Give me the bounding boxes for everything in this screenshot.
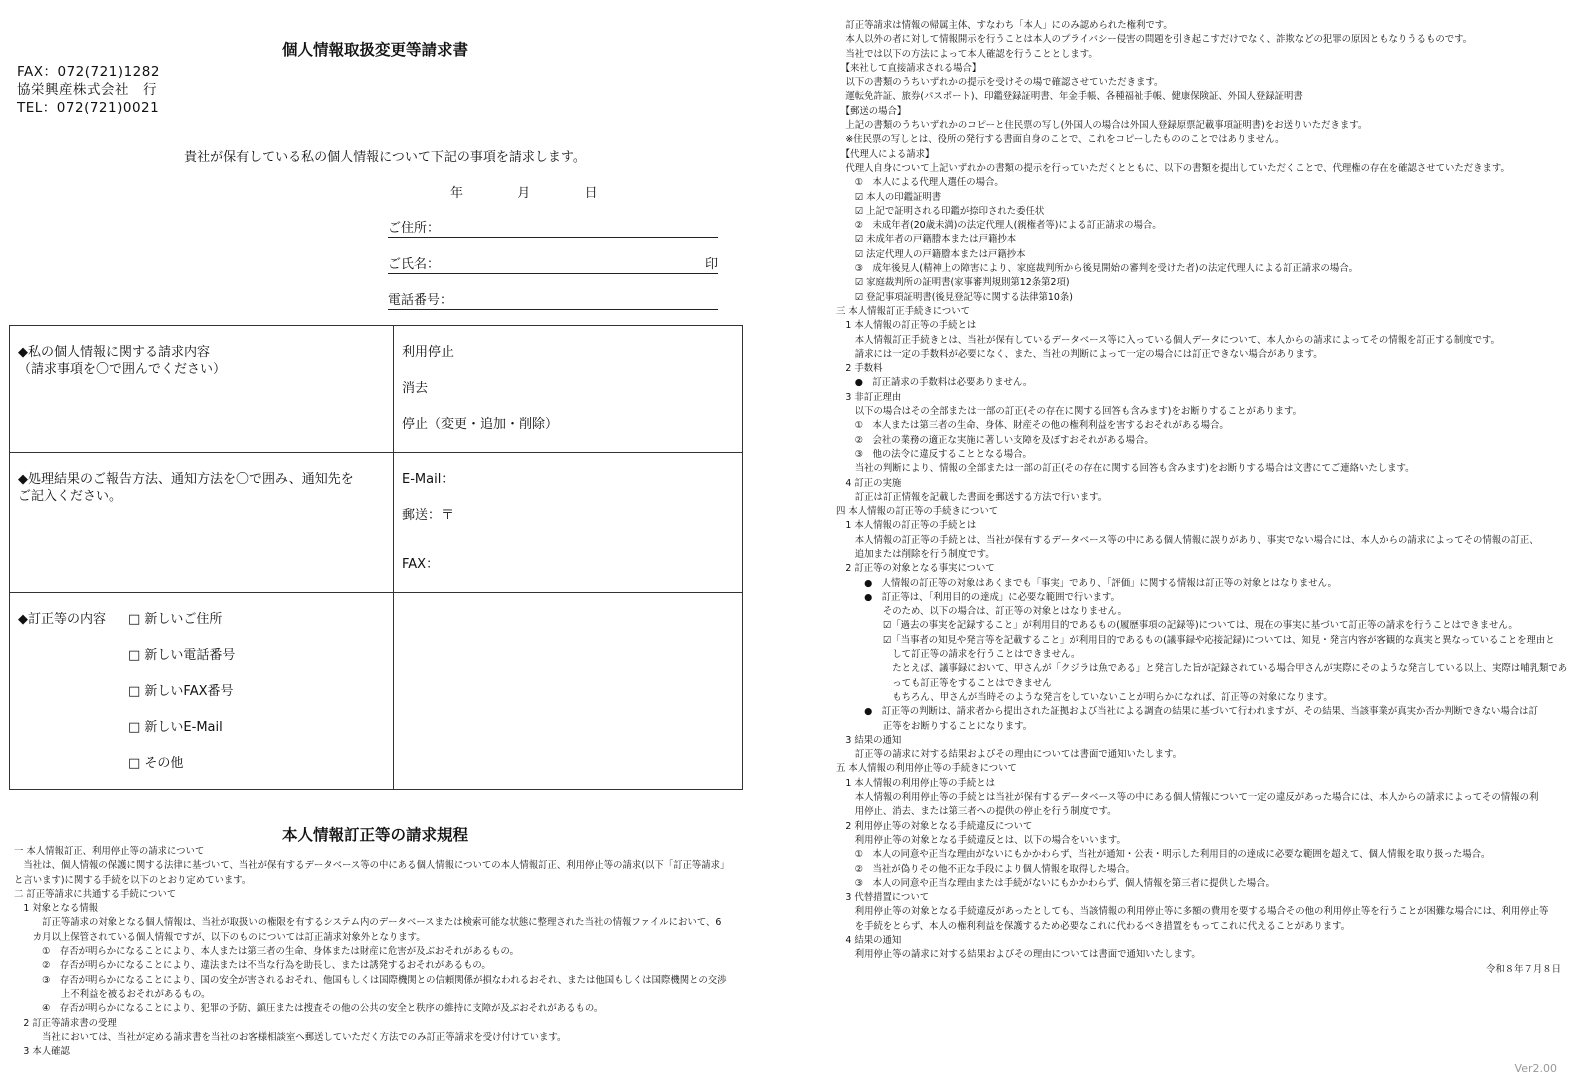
reg-line: 3 本人確認: [14, 1046, 70, 1058]
reg-line: っても訂正等をすることはできません: [836, 677, 1052, 689]
reg-line: ② 存否が明らかになることにより、違法または不当な行為を助長し、または誘発するおそれがあるもの。: [14, 960, 491, 972]
reg-line: ② 当社が偽りその他不正な手段により個人情報を取得した場合。: [836, 863, 1136, 875]
reg-line: 訂正等請求は情報の帰属主体、すなわち「本人」にのみ認められた権利です。: [836, 20, 1173, 31]
regulations-right-column: [836, 19, 1568, 977]
reg-line: 本人以外の者に対して情報開示を行うことは本人のプライバシー侵害の問題を引き起こすだけでなく、詐欺などの犯罪の原因ともなりうるものです。: [836, 34, 1473, 46]
reg-line: 3 代替措置について: [836, 892, 930, 904]
request-content-label: [10, 326, 394, 453]
reg-line: 本人情報の訂正等の手続とは、当社が保有するデータベース等の中にある個人情報に誤りがあり、事実でない場合には、本人からの請求によってその情報の訂正、: [836, 534, 1539, 546]
reg-line: 1 本人情報の利用停止等の手続とは: [836, 777, 995, 789]
reg-line: ● 訂正等は、「利用目的の達成」に必要な範囲で行います。: [836, 591, 1120, 603]
reg-line: ☑ 家庭裁判所の証明書(家事審判規則第12条第2項): [836, 277, 1070, 289]
date-month: 月: [517, 186, 531, 201]
reg-line: 追加または削除を行う制度です。: [836, 548, 995, 560]
check-other[interactable]: □ その他: [128, 756, 184, 771]
reg-line: ① 存否が明らかになることにより、本人または第三者の生命、身体または財産に危害が及ぶおそれがあるもの。: [14, 946, 519, 958]
reg-line: 1 本人情報の訂正等の手続とは: [836, 520, 977, 532]
reg-line: 当社では以下の方法によって本人確認を行うこととします。: [836, 48, 1098, 60]
reg-line: ③ 他の法令に違反することとなる場合。: [836, 448, 1032, 460]
reg-line: 用停止、消去、または第三者への提供の停止を行う制度です。: [836, 806, 1117, 818]
correction-detail-cell[interactable]: [394, 593, 743, 790]
reg-line: 請求には一定の手数料が必要になく、また、当社の判断によって一定の場合には訂正できない場合があります。: [836, 348, 1323, 360]
reg-line: ① 本人による代理人選任の場合。: [836, 177, 1004, 189]
reg-line: 1 本人情報の訂正等の手続とは: [836, 320, 977, 332]
reg-line: 2 手数料: [836, 363, 883, 375]
option-delete[interactable]: 消去: [402, 381, 429, 396]
request-table: [9, 325, 743, 790]
reg-line: 以下の書類のうちいずれかの提示を受けその場で確認させていただきます。: [836, 77, 1164, 89]
reg-line: 上不利益を被るおそれがあるもの。: [14, 988, 211, 1000]
reg-line: ☑ 登記事項証明書(後見登記等に関する法律第10条): [836, 291, 1073, 303]
notify-post[interactable]: 郵送：〒: [402, 508, 455, 523]
reg-line: 当社の判断により、情報の全部または一部の訂正(その存在に関する回答も含みます)をお断りする場合は文書にてご連絡いたします。: [836, 463, 1415, 475]
notify-method-title: ◆処理結果のご報告方法、通知方法を〇で囲み、通知先を: [18, 472, 354, 487]
check-new-phone[interactable]: □ 新しい電話番号: [128, 648, 236, 663]
reg-line: ☑ 法定代理人の戸籍謄本または戸籍抄本: [836, 248, 1026, 260]
reg-line: ③ 成年後見人(精神上の障害により、家庭裁判所から後見開始の審判を受けた者)の法定代理人による訂正請求の場合。: [836, 263, 1358, 275]
reg-line: 一 本人情報訂正、利用停止等の請求について: [14, 846, 205, 857]
reg-line: 3 非訂正理由: [836, 391, 902, 403]
regulations-date: 令和８年７月８日: [1485, 963, 1561, 975]
reg-line: もちろん、甲さんが当時そのような発言をしていないことが明らかになれば、訂正等の対象になります。: [836, 691, 1333, 703]
reg-line: 【来社して直接請求される場合】: [836, 62, 982, 74]
regulations-title: 本人情報訂正等の請求規程: [281, 826, 468, 844]
phone-field[interactable]: [388, 289, 718, 310]
fax-number: FAX：072(721)1282: [17, 64, 160, 80]
reg-line: ☑ 上記で証明される印鑑が捺印された委任状: [836, 205, 1045, 217]
reg-line: ① 本人または第三者の生命、身体、財産その他の権利利益を害するおそれがある場合。: [836, 420, 1229, 432]
phone-label: 電話番号：: [388, 293, 454, 308]
reg-line: ● 訂正等の判断は、請求者から提出された証拠および当社による調査の結果に基づいて行われますが、その結果、当該事業が真実か否か判断できない場合は訂: [836, 706, 1538, 718]
reg-line: 本人情報の利用停止等の手続とは当社が保有するデータベース等の中にある個人情報について一定の違反があった場合には、本人からの請求によってその情報の利: [836, 792, 1539, 804]
address-label: ご住所：: [388, 221, 441, 236]
reg-line: 正等をお断りすることになります。: [836, 720, 1033, 732]
reg-line: 四 本人情報の訂正等の手続きについて: [836, 506, 999, 518]
reg-line: 利用停止等の対象となる手続違反があったとしても、当該情報の利用停止等に多額の費用を要する場合その他の利用停止等を行うことが困難な場合には、利用停止等: [836, 906, 1549, 918]
reg-line: そのため、以下の場合は、訂正等の対象とはなりません。: [836, 606, 1127, 618]
correction-content-title: ◆訂正等の内容: [18, 612, 106, 627]
reg-line: ☑ 本人の印鑑証明書: [836, 191, 942, 203]
addressee: 協栄興産株式会社 行: [17, 82, 157, 98]
notify-email[interactable]: E-Mail：: [402, 472, 455, 487]
reg-line: ③ 本人の同意や正当な理由または手続がないにもかかわらず、個人情報を第三者に提供した場合。: [836, 877, 1275, 889]
reg-line: ● 訂正請求の手数料は必要ありません。: [836, 377, 1033, 389]
reg-line: 2 訂正等の対象となる事実について: [836, 563, 995, 575]
reg-line: 【代理人による請求】: [836, 148, 935, 160]
check-new-email[interactable]: □ 新しいE-Mail: [128, 720, 223, 735]
reg-line: を手続をとらず、本人の権利利益を保護するため必要なこれに代わるべき措置をもってこれに代えることがあります。: [836, 920, 1351, 932]
reg-line: ③ 存否が明らかになることにより、国の安全が害されるおそれ、他国もしくは国際機関との信頼関係が損なわれるおそれ、または他国もしくは国際機関との交渉: [14, 974, 727, 986]
reg-line: 訂正は訂正情報を記載した書面を郵送する方法で行います。: [836, 491, 1108, 503]
reg-line: 当社は、個人情報の保護に関する法律に基づいて、当社が保有するデータベース等の中にある個人情報についての本人情報訂正、利用停止等の請求(以下「訂正等請求」: [14, 860, 730, 872]
reg-line: 訂正等の請求に対する結果およびその理由については書面で通知いたします。: [836, 749, 1182, 761]
reg-line: 以下の場合はその全部または一部の訂正(その存在に関する回答も含みます)をお断りすることがあります。: [836, 406, 1302, 418]
notify-options[interactable]: [394, 453, 743, 593]
reg-line: と言います)に関する手続を以下のとおり定めています。: [14, 874, 252, 886]
reg-line: 訂正等請求の対象となる個人情報は、当社が取扱いの権限を有するシステム内のデータベースまたは検索可能な状態に整理された当社の情報ファイルにおいて、6: [14, 917, 722, 929]
reg-line: 4 結果の通知: [836, 935, 902, 946]
reg-line: ※住民票の写しとは、役所の発行する書面自身のことで、これをコピーしたもののことではありません。: [836, 134, 1285, 146]
reg-line: 運転免許証、旅券(パスポート)、印鑑登録証明書、年金手帳、各種福祉手帳、健康保険証、外国人登録証明書: [836, 91, 1303, 103]
notify-method-label: [10, 453, 394, 593]
reg-line: 三 本人情報訂正手続きについて: [836, 305, 971, 317]
seal-mark: 印: [704, 257, 718, 272]
reg-line: カ月以上保管されている個人情報ですが、以下のものについては訂正請求対象外となります。: [14, 931, 426, 943]
name-field[interactable]: [388, 253, 718, 274]
reg-line: ② 会社の業務の適正な実施に著しい支障を及ぼすおそれがある場合。: [836, 434, 1154, 446]
request-content-note: （請求事項を〇で囲んでください）: [18, 362, 227, 377]
address-field[interactable]: [388, 217, 718, 238]
notify-method-note: ご記入ください。: [18, 489, 123, 504]
form-title: 個人情報取扱変更等請求書: [281, 41, 468, 59]
reg-line: 上記の書類のうちいずれかのコピーと住民票の写し(外国人の場合は外国人登録原票記載事項証明書)をお送りいただきます。: [836, 120, 1368, 132]
reg-line: 当社においては、当社が定める請求書を当社のお客様相談室へ郵送していただく方法でのみ訂正等請求を受け付けています。: [14, 1031, 567, 1043]
date-year: 年: [450, 186, 464, 201]
reg-line: 利用停止等の請求に対する結果およびその理由については書面で通知いたします。: [836, 949, 1201, 961]
reg-line: ● 人情報の訂正等の対象はあくまでも「事実」であり、「評価」に関する情報は訂正等の対象とはなりません。: [836, 577, 1337, 589]
reg-line: ☑「当事者の知見や発言等を記載すること」が利用目的であるもの(議事録や応接記録)については、知見・発言内容が客観的な真実と異なっていることを理由と: [836, 634, 1555, 646]
option-stop-use[interactable]: 利用停止: [402, 345, 455, 360]
request-options[interactable]: [394, 326, 743, 453]
reg-line: 2 訂正等請求書の受理: [14, 1017, 117, 1029]
reg-line: ② 未成年者(20歳未満)の法定代理人(親権者等)による訂正請求の場合。: [836, 220, 1162, 232]
reg-line: ① 本人の同意や正当な理由がないにもかかわらず、当社が通知・公表・明示した利用目的の達成に必要な範囲を超えて、個人情報を取り扱った場合。: [836, 849, 1491, 861]
reg-line: 二 訂正等請求に共通する手続について: [14, 888, 177, 900]
tel-number: TEL：072(721)0021: [17, 100, 160, 116]
reg-line: 3 結果の通知: [836, 734, 902, 746]
correction-content-cell: [10, 593, 394, 790]
option-stop-change[interactable]: 停止（変更・追加・削除）: [402, 417, 559, 432]
request-content-title: ◆私の個人情報に関する請求内容: [18, 345, 210, 360]
reg-line: 利用停止等の対象となる手続違反とは、以下の場合をいいます。: [836, 834, 1126, 846]
reg-line: 4 訂正の実施: [836, 477, 902, 489]
reg-line: 1 対象となる情報: [14, 903, 98, 915]
reg-line: たとえば、議事録において、甲さんが「クジラは魚である」と発言した旨が記録されている場合甲さんが実際にそのような発言している以上、実際は哺乳類であ: [836, 663, 1568, 675]
reg-line: ☑ 未成年者の戸籍謄本または戸籍抄本: [836, 234, 1017, 246]
reg-line: して訂正等の請求を行うことはできません。: [836, 649, 1081, 661]
reg-line: 2 利用停止等の対象となる手続違反について: [836, 820, 1033, 832]
name-label: ご氏名：: [388, 257, 441, 272]
reg-line: ☑「過去の事実を記録すること」が利用目的であるもの(履歴事項の記録等)については、現在の事実に基づいて訂正等の請求を行うことはできません。: [836, 620, 1518, 632]
check-new-address[interactable]: □ 新しいご住所: [128, 612, 223, 627]
check-new-fax[interactable]: □ 新しいFAX番号: [128, 684, 234, 699]
reg-line: 【郵送の場合】: [836, 105, 907, 117]
regulations-left-column: [14, 845, 744, 1059]
reg-line: 五 本人情報の利用停止等の手続きについて: [836, 763, 1017, 775]
reg-line: ④ 存否が明らかになることにより、犯罪の予防、鎮圧または捜査その他の公共の安全と秩序の維持に支障が及ぶおそれがあるもの。: [14, 1003, 604, 1015]
notify-fax[interactable]: FAX：: [402, 557, 440, 572]
version-label: Ver2.00: [1514, 1062, 1557, 1075]
reg-line: 代理人自身について上記いずれかの書類の提示を行っていただくとともに、以下の書類を提出していただくことで、代理権の存在を確認させていただきます。: [836, 162, 1510, 174]
request-intro: 貴社が保有している私の個人情報について下記の事項を請求します。: [184, 150, 586, 165]
date-day: 日: [584, 186, 598, 201]
reg-line: 本人情報訂正手続きとは、当社が保有しているデータベース等に入っている個人データについて、本人からの請求によってその情報を訂正する制度です。: [836, 334, 1501, 346]
date-row: [450, 182, 598, 201]
